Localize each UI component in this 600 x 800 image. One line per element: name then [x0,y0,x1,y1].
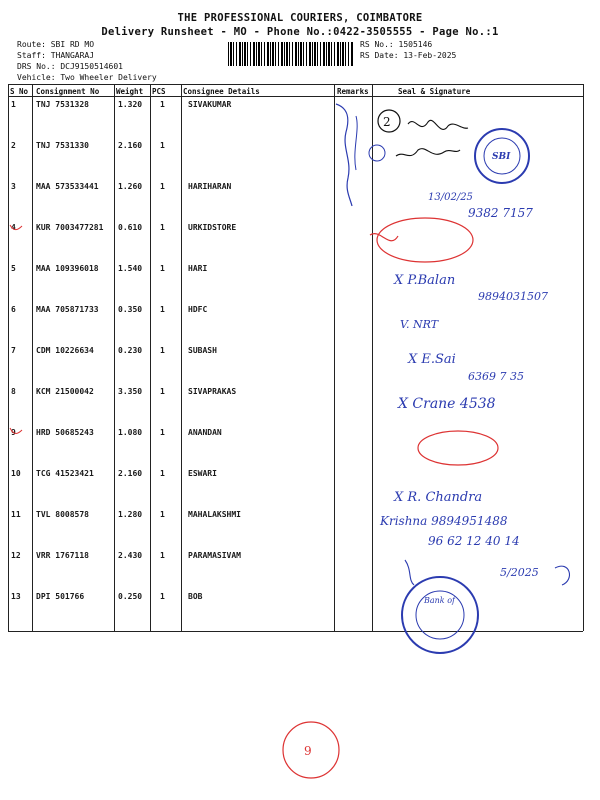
cell-pcs: 1 [160,182,165,191]
cell-consignment: MAA 705871733 [36,305,99,314]
cell-weight: 2.160 [118,141,143,150]
col-divider [150,84,151,631]
cell-consignment: TNJ 7531330 [36,141,89,150]
cell-sno: 13 [11,592,21,601]
cell-consignment: TCG 41523421 [36,469,94,478]
col-divider [181,84,182,631]
sbi-stamp-text: SBI [492,152,511,162]
cell-consignment: MAA 109396018 [36,264,99,273]
col-divider [114,84,115,631]
svg-text:2: 2 [383,115,391,129]
cell-weight: 0.250 [118,592,143,601]
signature-scribble [555,566,569,585]
cell-consignment: TVL 8008578 [36,510,89,519]
handwritten-date: 5/2025 [500,566,539,579]
handwritten-name: X Crane 4538 [398,396,496,412]
signature-scribble [408,120,468,129]
runsheet-subtitle: Delivery Runsheet - MO - Phone No.:0422-3505555 - Page No.:1 [101,26,499,38]
cell-consignee: HARI [188,264,208,273]
cell-consignee: SUBASH [188,346,217,355]
cell-pcs: 1 [160,305,165,314]
cell-consignee: HARIHARAN [188,182,232,191]
table-top-border [8,84,583,85]
cell-pcs: 1 [160,551,165,560]
cell-sno: 1 [11,100,16,109]
bank-stamp-text: Bank of [424,596,455,605]
circle-mark [378,110,400,132]
handwritten-phone: 9894031507 [478,290,548,303]
cell-consignment: DPI 501766 [36,592,85,601]
cell-sno: 7 [11,346,16,355]
col-divider [372,84,373,631]
remarks-scribble [355,116,357,170]
cell-consignee: MAHALAKSHMI [188,510,241,519]
company-title: THE PROFESSIONAL COURIERS, COIMBATORE [177,12,423,24]
barcode-image [228,42,354,66]
cell-consignee: SIVAKUMAR [188,100,232,109]
cell-pcs: 1 [160,100,165,109]
cell-consignment: KCM 21500042 [36,387,94,396]
cell-pcs: 1 [160,264,165,273]
cell-pcs: 1 [160,346,165,355]
red-circle-mark [377,218,473,262]
cell-consignment: KUR 7003477281 [36,223,104,232]
rs-number: RS No.: 1505146 [360,40,433,49]
cell-consignee: PARAMASIVAM [188,551,241,560]
cell-sno: 5 [11,264,16,273]
cell-weight: 1.320 [118,100,143,109]
cell-consignee: ANANDAN [188,428,222,437]
cell-sno: 4 [11,223,16,232]
cell-pcs: 1 [160,510,165,519]
staff-label: Staff: THANGARAJ [17,51,95,60]
cell-consignee: HDFC [188,305,208,314]
cell-consignee: URKIDSTORE [188,223,237,232]
vehicle-label: Vehicle: Two Wheeler Delivery [17,73,157,82]
cell-pcs: 1 [160,387,165,396]
rs-date: RS Date: 13-Feb-2025 [360,51,457,60]
handwritten-name: V. NRT [400,318,439,331]
cell-pcs: 1 [160,592,165,601]
col-header-remarks: Remarks [337,87,369,96]
cell-weight: 1.280 [118,510,143,519]
cell-consignment: HRD 50685243 [36,428,94,437]
signature-scribble [405,560,414,585]
remarks-scribble [336,104,352,206]
cell-sno: 10 [11,469,21,478]
bank-stamp [402,577,478,653]
cell-weight: 1.540 [118,264,143,273]
cell-weight: 1.080 [118,428,143,437]
cell-sno: 9 [11,428,16,437]
cell-weight: 0.350 [118,305,143,314]
cell-weight: 2.430 [118,551,143,560]
handwritten-phone: 6369 7 35 [468,370,524,383]
drs-label: DRS No.: DCJ9150514601 [17,62,123,71]
cell-weight: 0.230 [118,346,143,355]
signature-scribble [396,149,460,156]
cell-pcs: 1 [160,141,165,150]
cell-consignment: TNJ 7531328 [36,100,89,109]
cell-pcs: 1 [160,469,165,478]
route-label: Route: SBI RD MO [17,40,95,49]
handwritten-name: X E.Sai [408,352,456,367]
cell-weight: 2.160 [118,469,143,478]
col-header-pcs: PCS [152,87,166,96]
col-header-sno: S No [10,87,29,96]
col-header-seal-signature: Seal & Signature [398,87,471,96]
cell-consignment: VRR 1767118 [36,551,89,560]
cell-weight: 0.610 [118,223,143,232]
cell-sno: 11 [11,510,21,519]
col-divider [334,84,335,631]
red-circle-mark [283,722,339,778]
handwritten-phone: 96 62 12 40 14 [428,534,520,548]
cell-sno: 8 [11,387,16,396]
col-header-consignee: Consignee Details [183,87,260,96]
cell-pcs: 1 [160,428,165,437]
cell-sno: 3 [11,182,16,191]
cell-sno: 2 [11,141,16,150]
col-header-consignment: Consignment No [36,87,100,96]
cell-consignee: ESWARI [188,469,217,478]
red-circle-mark [418,431,498,465]
cell-sno: 6 [11,305,16,314]
cell-sno: 12 [11,551,21,560]
handwritten-name: Krishna 9894951488 [380,514,508,528]
cell-consignee: BOB [188,592,203,601]
handwritten-name: X P.Balan [394,273,456,288]
cell-consignment: CDM 10226634 [36,346,94,355]
cell-weight: 1.260 [118,182,143,191]
col-divider [583,84,584,631]
table-header-border [8,96,583,97]
cell-pcs: 1 [160,223,165,232]
cell-weight: 3.350 [118,387,143,396]
table-bottom-border [8,631,583,632]
handwritten-phone: 9382 7157 [468,206,533,220]
col-divider [32,84,33,631]
col-header-weight: Weight [116,87,144,96]
col-divider [8,84,9,631]
handwritten-date: 13/02/25 [428,192,473,203]
cell-consignee: SIVAPRAKAS [188,387,237,396]
cell-consignment: MAA 573533441 [36,182,99,191]
svg-text:9: 9 [304,744,312,758]
handwritten-name: X R. Chandra [394,490,483,505]
